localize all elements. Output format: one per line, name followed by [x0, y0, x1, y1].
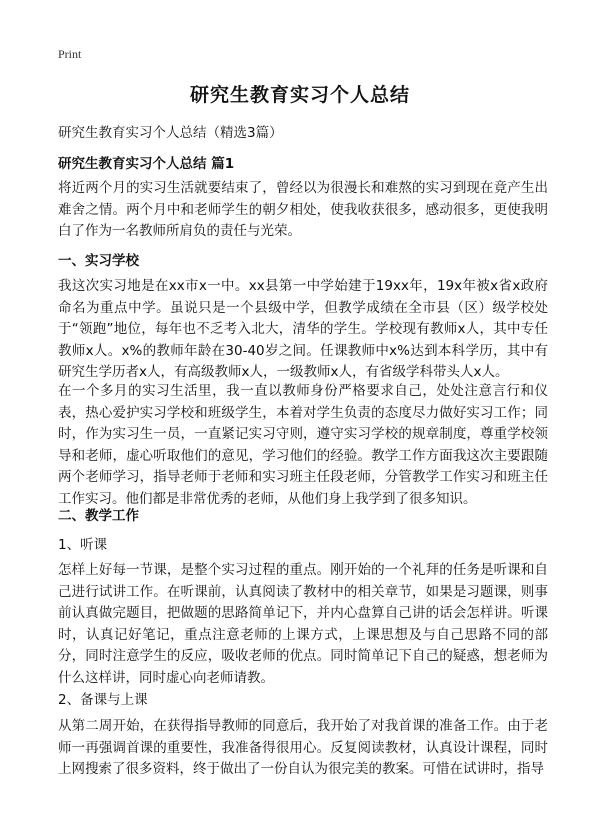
- section-heading-school: 一、实习学校: [58, 253, 139, 269]
- subsection-heading-listening: 1、听课: [58, 537, 108, 553]
- section-heading-teaching: 二、教学工作: [58, 508, 139, 524]
- listening-paragraph: 怎样上好每一节课，是整个实习过程的重点。刚开始的一个礼拜的任务是听课和自己进行试讲工作。在听课前，认真阅读了教材中的相关章节，如果是习题课，则事前认真做完题目，把做题的思路简单记下，并内心盘算自己讲的话会怎样讲。听课时，认真记好笔记，重点注意老师的上课方式，上课思想及与自己思路不同的部分，同时注意学生的反应，吸收老师的优点。同时简单记下自己的疑惑，想老师为什么这样讲，同时虚心向老师请教。: [58, 562, 548, 686]
- preparation-paragraph: 从第二周开始，在获得指导教师的同意后，我开始了对我首课的准备工作。由于老师一再强调首课的重要性，我准备得很用心。反复阅读教材，认真设计课程，同时上网搜索了很多资料，终于做出了一份自认为很完美的教案。可惜在试讲时，指导: [58, 718, 548, 777]
- print-label: Print: [58, 47, 82, 61]
- internship-paragraph: 在一个多月的实习生活里，我一直以教师身份严格要求自己，处处注意言行和仪表，热心爱护实习学校和班级学生，本着对学生负责的态度尽力做好实习工作；同时，作为实习生一员，一直紧记实习守则，遵守实习学校的规章制度，尊重学校领导和老师，虚心听取他们的意见，学习他们的经验。教学工作方面我这次主要跟随两个老师学习，指导老师于老师和实习班主任段老师，分管教学工作实习和班主任工作实习。他们都是非常优秀的老师，从他们身上我学到了很多知识。: [58, 383, 548, 507]
- page-title: 研究生教育实习个人总结: [189, 84, 410, 106]
- article-heading: 研究生教育实习个人总结 篇1: [58, 156, 235, 172]
- school-paragraph: 我这次实习地是在xx市x一中。xx县第一中学始建于19xx年，19x年被x省x政府命名为重点中学。虽说只是一个县级中学，但教学成绩在全市县（区）级学校处于“领跑”地位，每年也不乏考入北大，清华的学生。学校现有教师x人，其中专任教师x人。x%的教师年龄在30-40岁之间。任课教师中x%达到本科学历，其中有研究生学历者x人，有高级教师x人，一级教师x人，有省级学科带头人x人。: [58, 278, 548, 380]
- intro-paragraph: 将近两个月的实习生活就要结束了，曾经以为很漫长和难熬的实习到现在竟产生出难舍之情。两个月中和老师学生的朝夕相处，使我收获很多，感动很多，更使我明白了作为一名教师所肩负的责任与光荣。: [58, 180, 548, 239]
- subsection-heading-preparation: 2、备课与上课: [58, 692, 148, 708]
- document-subtitle: 研究生教育实习个人总结（精选3篇）: [58, 125, 283, 141]
